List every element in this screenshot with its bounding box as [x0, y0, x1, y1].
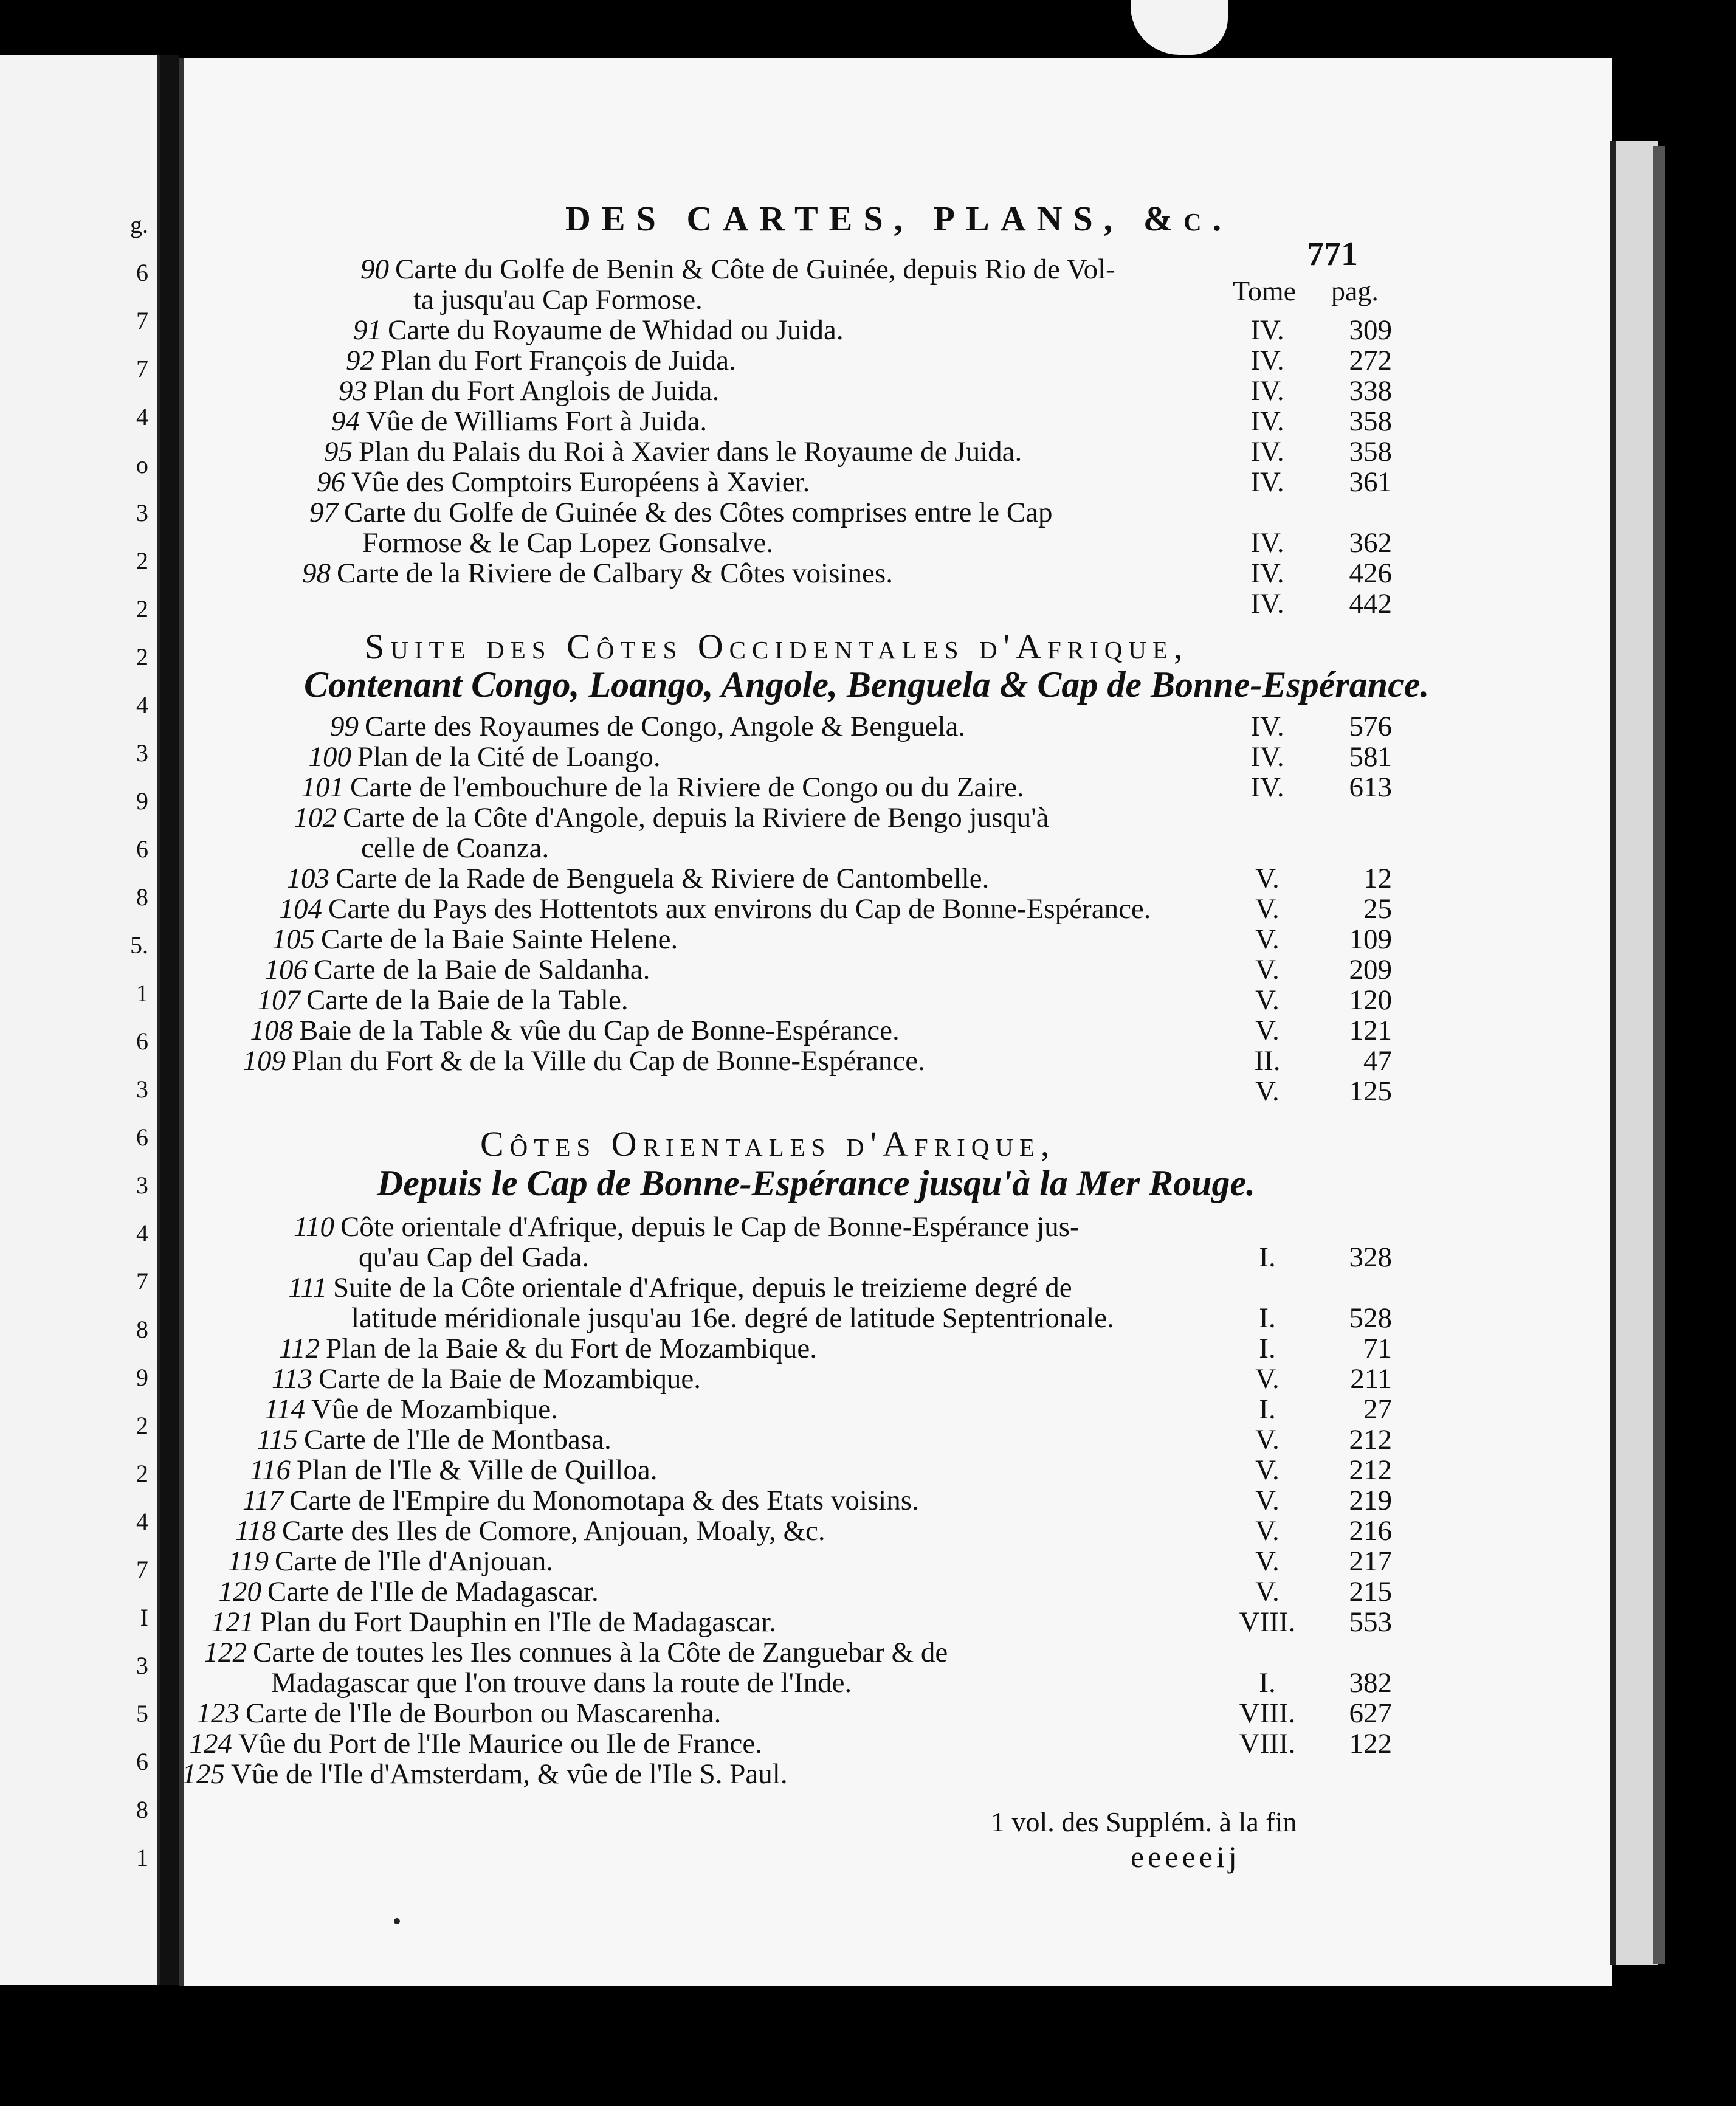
- entry-tome: V.: [1255, 984, 1280, 1016]
- left-margin-number: 2: [136, 1460, 148, 1487]
- entry-number: 93: [339, 375, 367, 407]
- entry-page: 442: [1349, 588, 1392, 620]
- entry-title: Côte orientale d'Afrique, depuis le Cap de Bonne-Espérance jus-: [340, 1211, 1080, 1243]
- entry-title: Carte des Royaumes de Congo, Angole & Benguela.: [365, 711, 966, 742]
- entry-number: 125: [182, 1758, 225, 1790]
- entry-page: 12: [1363, 863, 1392, 894]
- entry-page: 576: [1349, 711, 1392, 742]
- entry-tome: VIII.: [1239, 1697, 1296, 1729]
- entry-title: Carte de la Baie de Mozambique.: [319, 1363, 701, 1395]
- left-margin-number: 5.: [130, 931, 148, 959]
- entry-tome: IV.: [1250, 711, 1284, 742]
- entry-number: 111: [288, 1272, 327, 1303]
- left-margin-number: 3: [136, 1172, 148, 1199]
- entry-title: Carte de toutes les Iles connues à la Côte de Zanguebar & de: [253, 1637, 948, 1668]
- entry-page: 122: [1349, 1728, 1392, 1759]
- entry-tome: IV.: [1250, 588, 1284, 620]
- entry-tome: V.: [1255, 1015, 1280, 1046]
- entry-page: 426: [1349, 558, 1392, 589]
- entry-tome: IV.: [1250, 375, 1284, 407]
- entry-page: 219: [1349, 1485, 1392, 1516]
- entry-title: Plan du Fort & de la Ville du Cap de Bonne-Espérance.: [292, 1045, 925, 1077]
- entry-number: 117: [242, 1485, 283, 1516]
- entry-number: 104: [279, 893, 322, 925]
- entry-tome: I.: [1259, 1393, 1276, 1425]
- entry-tome: IV.: [1250, 772, 1284, 803]
- entry-tome: IV.: [1250, 345, 1284, 376]
- entry-number: 116: [249, 1454, 291, 1486]
- entry-page: 27: [1363, 1393, 1392, 1425]
- entry-tome: V.: [1255, 863, 1280, 894]
- entry-number: 101: [301, 772, 344, 803]
- entry-number: 118: [235, 1515, 276, 1547]
- section2-subtitle: Contenant Congo, Loango, Angole, Benguela & Cap de Bonne-Espérance.: [304, 665, 1430, 705]
- entry-tome: V.: [1255, 924, 1280, 955]
- entry-tome: IV.: [1250, 406, 1284, 437]
- entry-page: 581: [1349, 741, 1392, 773]
- left-margin-number: 2: [136, 643, 148, 671]
- signature-mark: eeeeeij: [1131, 1840, 1241, 1874]
- entry-tome: IV.: [1250, 466, 1284, 498]
- entry-number: 106: [264, 954, 308, 986]
- left-margin-number: 4: [136, 403, 148, 430]
- entry-page: 309: [1349, 314, 1392, 346]
- entry-tome: IV.: [1250, 527, 1284, 559]
- entry-tome: IV.: [1250, 436, 1284, 468]
- left-margin-number: 2: [136, 547, 148, 575]
- entry-number: 108: [250, 1015, 293, 1046]
- entry-page: 528: [1349, 1302, 1392, 1334]
- entry-tome: V.: [1255, 1485, 1280, 1516]
- entry-page: 382: [1349, 1667, 1392, 1699]
- entry-tome: V.: [1255, 1515, 1280, 1547]
- entry-title: Plan de la Cité de Loango.: [357, 741, 661, 773]
- entry-title-continuation: ta jusqu'au Cap Formose.: [413, 284, 703, 316]
- left-margin-number: 1: [136, 1844, 148, 1871]
- entry-number: 114: [264, 1393, 305, 1425]
- entry-title: Carte de l'Ile de Madagascar.: [267, 1576, 599, 1607]
- entry-number: 92: [346, 345, 374, 376]
- entry-number: 90: [360, 254, 389, 285]
- entry-number: 98: [302, 558, 331, 589]
- entry-tome: V.: [1255, 1075, 1280, 1107]
- left-margin-number: 7: [136, 1556, 148, 1583]
- left-margin-number: 2: [136, 595, 148, 623]
- left-margin-number: 6: [136, 1748, 148, 1775]
- entry-title: Vûe des Comptoirs Européens à Xavier.: [351, 466, 810, 498]
- entry-title: Plan du Fort Anglois de Juida.: [373, 375, 720, 407]
- entry-number: 120: [218, 1576, 261, 1607]
- entry-tome: IV.: [1250, 558, 1284, 589]
- entry-number: 96: [317, 466, 345, 498]
- entry-page: 211: [1350, 1363, 1392, 1395]
- entry-tome: V.: [1255, 1424, 1280, 1455]
- section2-title: Suite des Côtes Occidentales d'Afrique,: [365, 627, 1189, 666]
- entry-number: 105: [272, 924, 315, 955]
- entry-page: 25: [1363, 893, 1392, 925]
- entry-title: Plan du Palais du Roi à Xavier dans le Royaume de Juida.: [359, 436, 1022, 468]
- section3-subtitle: Depuis le Cap de Bonne-Espérance jusqu'à la Mer Rouge.: [377, 1163, 1256, 1203]
- entry-title: Plan de l'Ile & Ville de Quilloa.: [297, 1454, 658, 1486]
- left-margin-number: 5: [136, 1700, 148, 1727]
- left-margin-number: 6: [136, 259, 148, 286]
- entry-tome: V.: [1255, 1454, 1280, 1486]
- left-margin-number: 3: [136, 1652, 148, 1679]
- entry-tome: VIII.: [1239, 1606, 1296, 1638]
- left-margin-number: 6: [136, 1124, 148, 1151]
- entry-title: Carte du Golfe de Benin & Côte de Guinée, depuis Rio de Vol-: [395, 254, 1115, 285]
- entry-number: 112: [278, 1333, 320, 1364]
- entry-title: Carte du Royaume de Whidad ou Juida.: [388, 314, 844, 346]
- entry-tome: I.: [1259, 1241, 1276, 1273]
- entry-title: Plan du Fort François de Juida.: [381, 345, 736, 376]
- entry-tome: V.: [1255, 893, 1280, 925]
- entry-page: 362: [1349, 527, 1392, 559]
- column-head-pag: pag.: [1331, 275, 1379, 306]
- entry-page: 361: [1349, 466, 1392, 498]
- entry-title: Plan du Fort Dauphin en l'Ile de Madagascar.: [260, 1606, 777, 1638]
- entry-page: 121: [1349, 1015, 1392, 1046]
- entry-title: Plan de la Baie & du Fort de Mozambique.: [326, 1333, 817, 1364]
- entry-tome: VIII.: [1239, 1728, 1296, 1759]
- left-margin-number: 9: [136, 1364, 148, 1391]
- left-margin-number: 4: [136, 1220, 148, 1247]
- entry-title: Carte des Iles de Comore, Anjouan, Moaly, &c.: [282, 1515, 825, 1547]
- entry-number: 100: [308, 741, 351, 773]
- entry-title: Carte de l'Empire du Monomotapa & des Etats voisins.: [289, 1485, 919, 1516]
- entry-tome: I.: [1259, 1333, 1276, 1364]
- entry-title: Vûe de Williams Fort à Juida.: [366, 406, 708, 437]
- entry-tome: V.: [1255, 954, 1280, 986]
- left-margin-number: 8: [136, 1316, 148, 1343]
- section3-title: Côtes Orientales d'Afrique,: [480, 1124, 1056, 1164]
- entry-page: 627: [1349, 1697, 1392, 1729]
- entry-number: 124: [189, 1728, 232, 1759]
- entry-number: 102: [294, 802, 337, 834]
- entry-title: Carte de l'embouchure de la Riviere de Congo ou du Zaire.: [350, 772, 1024, 803]
- entry-tome: I.: [1259, 1302, 1276, 1334]
- left-margin-number: 3: [136, 1075, 148, 1103]
- ink-dot: [394, 1918, 400, 1924]
- entry-number: 113: [271, 1363, 312, 1395]
- entry-page: 125: [1349, 1075, 1392, 1107]
- left-margin-number: o: [136, 451, 148, 478]
- entry-number: 103: [286, 863, 329, 894]
- entry-number: 95: [324, 436, 353, 468]
- entry-title: Carte du Golfe de Guinée & des Côtes comprises entre le Cap: [344, 497, 1053, 528]
- entry-title: Carte de l'Ile de Bourbon ou Mascarenha.: [246, 1697, 722, 1729]
- entry-tome: IV.: [1250, 741, 1284, 773]
- entry-title: Vûe du Port de l'Ile Maurice ou Ile de France.: [238, 1728, 762, 1759]
- entry-page: 358: [1349, 436, 1392, 468]
- entry-title-continuation: Formose & le Cap Lopez Gonsalve.: [362, 527, 774, 559]
- entry-page: 553: [1349, 1606, 1392, 1638]
- entry-number: 97: [309, 497, 338, 528]
- entry-title: Carte de la Baie de la Table.: [306, 984, 629, 1016]
- left-margin-number: 1: [136, 979, 148, 1007]
- folio-number: 771: [1307, 235, 1358, 273]
- entry-title: Baie de la Table & vûe du Cap de Bonne-Espérance.: [299, 1015, 900, 1046]
- entry-number: 110: [293, 1211, 334, 1243]
- entry-title: Carte du Pays des Hottentots aux environs du Cap de Bonne-Espérance.: [328, 893, 1151, 925]
- entry-title-continuation: Madagascar que l'on trouve dans la route de l'Inde.: [271, 1667, 852, 1699]
- entry-title: Carte de l'Ile d'Anjouan.: [275, 1545, 554, 1577]
- entry-tome: IV.: [1250, 314, 1284, 346]
- left-margin-number: 4: [136, 1508, 148, 1535]
- entry-tome: V.: [1255, 1363, 1280, 1395]
- left-margin-number: 9: [136, 787, 148, 815]
- entry-page: 338: [1349, 375, 1392, 407]
- entry-page: 358: [1349, 406, 1392, 437]
- entry-number: 99: [330, 711, 359, 742]
- entry-tome: II.: [1254, 1045, 1281, 1077]
- entry-title: Vûe de Mozambique.: [311, 1393, 558, 1425]
- entry-title: Vûe de l'Ile d'Amsterdam, & vûe de l'Ile S. Paul.: [231, 1758, 788, 1790]
- entry-number: 119: [227, 1545, 269, 1577]
- left-margin-number: 7: [136, 1268, 148, 1295]
- supplement-note: 1 vol. des Supplém. à la fin: [991, 1806, 1297, 1837]
- entry-number: 115: [257, 1424, 298, 1455]
- entry-title: Suite de la Côte orientale d'Afrique, depuis le treizieme degré de: [333, 1272, 1072, 1303]
- column-head-tome: Tome: [1233, 275, 1297, 306]
- entry-page: 120: [1349, 984, 1392, 1016]
- left-margin-number: 3: [136, 499, 148, 526]
- entry-title-continuation: latitude méridionale jusqu'au 16e. degré de latitude Septentrionale.: [351, 1302, 1114, 1334]
- entry-tome: V.: [1255, 1545, 1280, 1577]
- entry-page: 212: [1349, 1424, 1392, 1455]
- entry-page: 613: [1349, 772, 1392, 803]
- entry-number: 107: [257, 984, 300, 1016]
- left-margin-number: 7: [136, 307, 148, 334]
- entry-page: 215: [1349, 1576, 1392, 1607]
- entry-page: 217: [1349, 1545, 1392, 1577]
- left-margin-number: 8: [136, 883, 148, 911]
- entry-title: Carte de la Rade de Benguela & Riviere de Cantombelle.: [336, 863, 990, 894]
- entry-number: 123: [196, 1697, 239, 1729]
- entry-title: Carte de la Riviere de Calbary & Côtes voisines.: [337, 558, 893, 589]
- entry-title: Carte de la Baie de Saldanha.: [314, 954, 650, 986]
- left-margin-number: 3: [136, 739, 148, 767]
- running-head: DES CARTES, PLANS, &c.: [565, 199, 1233, 238]
- entry-title-continuation: celle de Coanza.: [361, 832, 549, 864]
- entry-title: Carte de l'Ile de Montbasa.: [304, 1424, 611, 1455]
- entry-tome: I.: [1259, 1667, 1276, 1699]
- left-margin-number: 6: [136, 835, 148, 863]
- left-margin-number: 2: [136, 1412, 148, 1439]
- entry-page: 272: [1349, 345, 1392, 376]
- entry-number: 121: [211, 1606, 254, 1638]
- entry-number: 91: [353, 314, 382, 346]
- entry-number: 122: [204, 1637, 247, 1668]
- entry-title-continuation: qu'au Cap del Gada.: [359, 1241, 590, 1273]
- entry-number: 109: [243, 1045, 286, 1077]
- entry-tome: V.: [1255, 1576, 1280, 1607]
- left-margin-number: I: [140, 1604, 148, 1631]
- entry-page: 47: [1363, 1045, 1392, 1077]
- entry-page: 212: [1349, 1454, 1392, 1486]
- entry-page: 71: [1363, 1333, 1392, 1364]
- entry-page: 209: [1349, 954, 1392, 986]
- left-margin-number: 7: [136, 355, 148, 382]
- entry-page: 216: [1349, 1515, 1392, 1547]
- left-margin-number: 6: [136, 1027, 148, 1055]
- entry-number: 94: [331, 406, 360, 437]
- left-margin-number: 8: [136, 1796, 148, 1823]
- entry-page: 109: [1349, 924, 1392, 955]
- entry-title: Carte de la Côte d'Angole, depuis la Riviere de Bengo jusqu'à: [343, 802, 1049, 834]
- left-margin-number: 4: [136, 691, 148, 719]
- entry-page: 328: [1349, 1241, 1392, 1273]
- left-margin-number: g.: [130, 211, 148, 238]
- entry-title: Carte de la Baie Sainte Helene.: [321, 924, 678, 955]
